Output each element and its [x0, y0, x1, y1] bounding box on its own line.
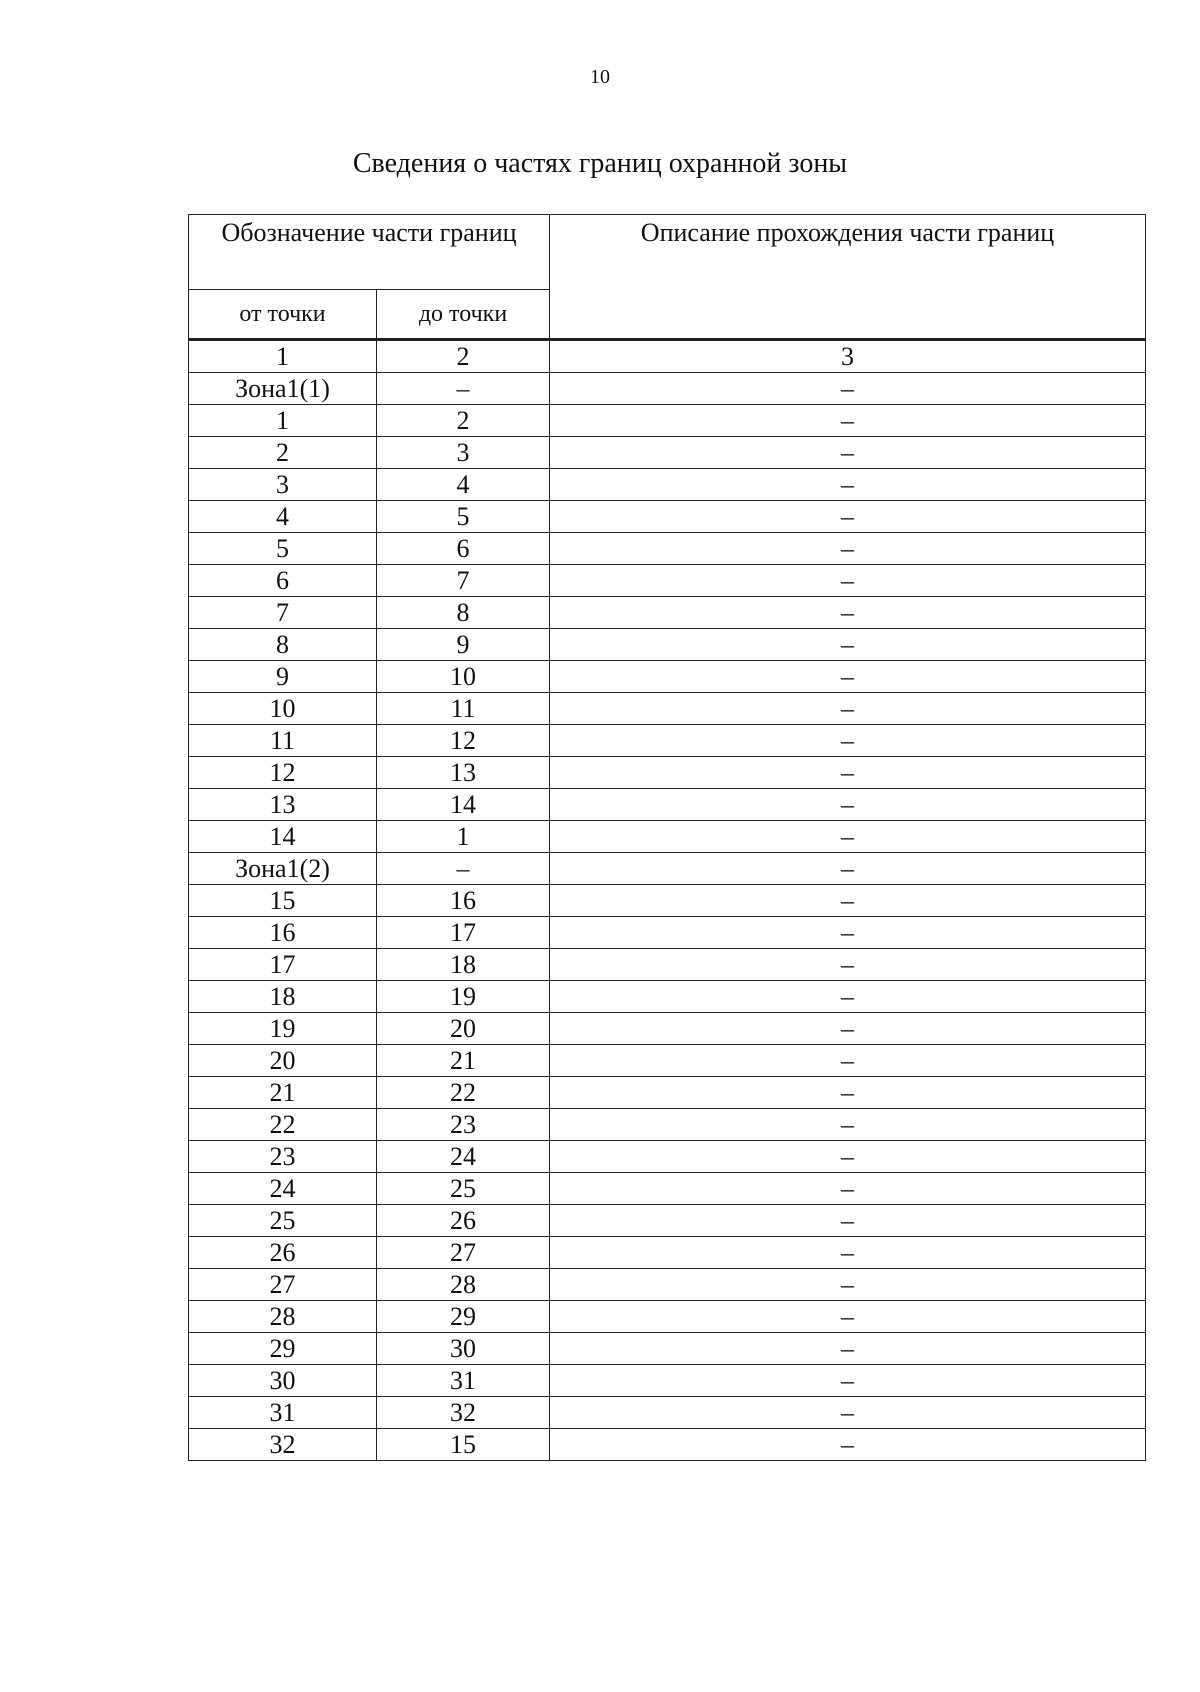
- from-point-cell: 13: [189, 789, 377, 821]
- header-boundary-description: Описание прохождения части границ: [550, 215, 1146, 340]
- to-point-cell: –: [377, 373, 550, 405]
- table-row: [189, 533, 1146, 565]
- table-row: [189, 565, 1146, 597]
- to-point-cell: 26: [377, 1205, 550, 1237]
- description-cell: –: [550, 981, 1146, 1013]
- to-point-cell: 5: [377, 501, 550, 533]
- boundary-parts-table: [188, 214, 1146, 1461]
- description-cell: –: [550, 629, 1146, 661]
- table-row: [189, 1429, 1146, 1461]
- from-point-cell: 19: [189, 1013, 377, 1045]
- to-point-cell: 8: [377, 597, 550, 629]
- from-point-cell: 9: [189, 661, 377, 693]
- from-point-cell: 23: [189, 1141, 377, 1173]
- from-point-cell: 18: [189, 981, 377, 1013]
- table-row: [189, 373, 1146, 405]
- to-point-cell: 24: [377, 1141, 550, 1173]
- from-point-cell: 12: [189, 757, 377, 789]
- description-cell: –: [550, 437, 1146, 469]
- to-point-cell: 22: [377, 1077, 550, 1109]
- to-point-cell: 18: [377, 949, 550, 981]
- table-row: [189, 405, 1146, 437]
- to-point-cell: 13: [377, 757, 550, 789]
- description-cell: –: [550, 501, 1146, 533]
- table-row: [189, 661, 1146, 693]
- to-point-cell: 7: [377, 565, 550, 597]
- table-row: [189, 629, 1146, 661]
- to-point-cell: 17: [377, 917, 550, 949]
- from-point-cell: 2: [189, 437, 377, 469]
- from-point-cell: 7: [189, 597, 377, 629]
- column-number-row: [189, 340, 1146, 373]
- page-number: 10: [590, 66, 610, 88]
- to-point-cell: 25: [377, 1173, 550, 1205]
- table-row: [189, 725, 1146, 757]
- table-row: [189, 789, 1146, 821]
- to-point-cell: 3: [377, 437, 550, 469]
- table-row: [189, 949, 1146, 981]
- to-point-cell: 21: [377, 1045, 550, 1077]
- description-cell: –: [550, 949, 1146, 981]
- to-point-cell: 4: [377, 469, 550, 501]
- from-point-cell: 28: [189, 1301, 377, 1333]
- from-point-cell: 25: [189, 1205, 377, 1237]
- description-cell: –: [550, 661, 1146, 693]
- to-point-cell: 11: [377, 693, 550, 725]
- description-cell: –: [550, 789, 1146, 821]
- from-point-cell: 3: [189, 469, 377, 501]
- from-point-cell: 10: [189, 693, 377, 725]
- to-point-cell: 32: [377, 1397, 550, 1429]
- description-cell: –: [550, 373, 1146, 405]
- to-point-cell: 6: [377, 533, 550, 565]
- table-row: [189, 1269, 1146, 1301]
- from-point-cell: 24: [189, 1173, 377, 1205]
- table-row: [189, 597, 1146, 629]
- table-row: [189, 1013, 1146, 1045]
- to-point-cell: 20: [377, 1013, 550, 1045]
- table-row: [189, 1237, 1146, 1269]
- table-row: [189, 437, 1146, 469]
- description-cell: –: [550, 533, 1146, 565]
- from-point-cell: 11: [189, 725, 377, 757]
- from-point-cell: 29: [189, 1333, 377, 1365]
- description-cell: –: [550, 1141, 1146, 1173]
- description-cell: –: [550, 1301, 1146, 1333]
- table-row: [189, 853, 1146, 885]
- table-row: [189, 981, 1146, 1013]
- description-cell: –: [550, 1365, 1146, 1397]
- description-cell: –: [550, 405, 1146, 437]
- description-cell: –: [550, 917, 1146, 949]
- from-point-cell: 1: [189, 405, 377, 437]
- to-point-cell: 10: [377, 661, 550, 693]
- description-cell: –: [550, 1205, 1146, 1237]
- to-point-cell: 14: [377, 789, 550, 821]
- from-point-cell: 4: [189, 501, 377, 533]
- table-row: [189, 917, 1146, 949]
- table-row: [189, 1301, 1146, 1333]
- to-point-cell: 30: [377, 1333, 550, 1365]
- from-point-cell: 6: [189, 565, 377, 597]
- header-boundary-designation: Обозначение части границ: [189, 215, 550, 290]
- description-cell: –: [550, 1109, 1146, 1141]
- table-body: [189, 340, 1146, 1461]
- description-cell: –: [550, 1269, 1146, 1301]
- from-point-cell: 15: [189, 885, 377, 917]
- table-row: [189, 1333, 1146, 1365]
- description-cell: –: [550, 1173, 1146, 1205]
- column-number-cell: 2: [377, 340, 550, 373]
- to-point-cell: 16: [377, 885, 550, 917]
- to-point-cell: 23: [377, 1109, 550, 1141]
- to-point-cell: 12: [377, 725, 550, 757]
- table-row: [189, 501, 1146, 533]
- table-row: [189, 1141, 1146, 1173]
- to-point-cell: –: [377, 853, 550, 885]
- description-cell: –: [550, 469, 1146, 501]
- table-row: [189, 1397, 1146, 1429]
- description-cell: –: [550, 1333, 1146, 1365]
- table-row: [189, 885, 1146, 917]
- from-point-cell: 27: [189, 1269, 377, 1301]
- description-cell: –: [550, 1045, 1146, 1077]
- table-row: [189, 1109, 1146, 1141]
- description-cell: –: [550, 725, 1146, 757]
- from-point-cell: Зона1(2): [189, 853, 377, 885]
- table-row: [189, 821, 1146, 853]
- description-cell: –: [550, 821, 1146, 853]
- to-point-cell: 15: [377, 1429, 550, 1461]
- to-point-cell: 2: [377, 405, 550, 437]
- to-point-cell: 31: [377, 1365, 550, 1397]
- table-row: [189, 757, 1146, 789]
- to-point-cell: 27: [377, 1237, 550, 1269]
- description-cell: –: [550, 1237, 1146, 1269]
- table-row: [189, 1045, 1146, 1077]
- boundary-parts-table-container: [188, 214, 1145, 1461]
- to-point-cell: 9: [377, 629, 550, 661]
- to-point-cell: 1: [377, 821, 550, 853]
- from-point-cell: 22: [189, 1109, 377, 1141]
- column-number-cell: 3: [550, 340, 1146, 373]
- description-cell: –: [550, 1077, 1146, 1109]
- from-point-cell: 16: [189, 917, 377, 949]
- description-cell: –: [550, 1429, 1146, 1461]
- description-cell: –: [550, 853, 1146, 885]
- from-point-cell: 26: [189, 1237, 377, 1269]
- from-point-cell: 31: [189, 1397, 377, 1429]
- from-point-cell: 30: [189, 1365, 377, 1397]
- to-point-cell: 29: [377, 1301, 550, 1333]
- header-from-point: от точки: [189, 290, 377, 340]
- page-title: Сведения о частях границ охранной зоны: [352, 148, 848, 179]
- from-point-cell: 17: [189, 949, 377, 981]
- from-point-cell: Зона1(1): [189, 373, 377, 405]
- table-row: [189, 1077, 1146, 1109]
- table-row: [189, 1365, 1146, 1397]
- description-cell: –: [550, 1013, 1146, 1045]
- description-cell: –: [550, 757, 1146, 789]
- description-cell: –: [550, 885, 1146, 917]
- header-to-point: до точки: [377, 290, 550, 340]
- from-point-cell: 5: [189, 533, 377, 565]
- table-row: [189, 693, 1146, 725]
- description-cell: –: [550, 693, 1146, 725]
- description-cell: –: [550, 597, 1146, 629]
- from-point-cell: 14: [189, 821, 377, 853]
- to-point-cell: 28: [377, 1269, 550, 1301]
- description-cell: –: [550, 565, 1146, 597]
- table-header: [189, 215, 1146, 340]
- to-point-cell: 19: [377, 981, 550, 1013]
- description-cell: –: [550, 1397, 1146, 1429]
- from-point-cell: 8: [189, 629, 377, 661]
- table-row: [189, 469, 1146, 501]
- table-row: [189, 1173, 1146, 1205]
- from-point-cell: 21: [189, 1077, 377, 1109]
- from-point-cell: 20: [189, 1045, 377, 1077]
- from-point-cell: 32: [189, 1429, 377, 1461]
- table-row: [189, 1205, 1146, 1237]
- column-number-cell: 1: [189, 340, 377, 373]
